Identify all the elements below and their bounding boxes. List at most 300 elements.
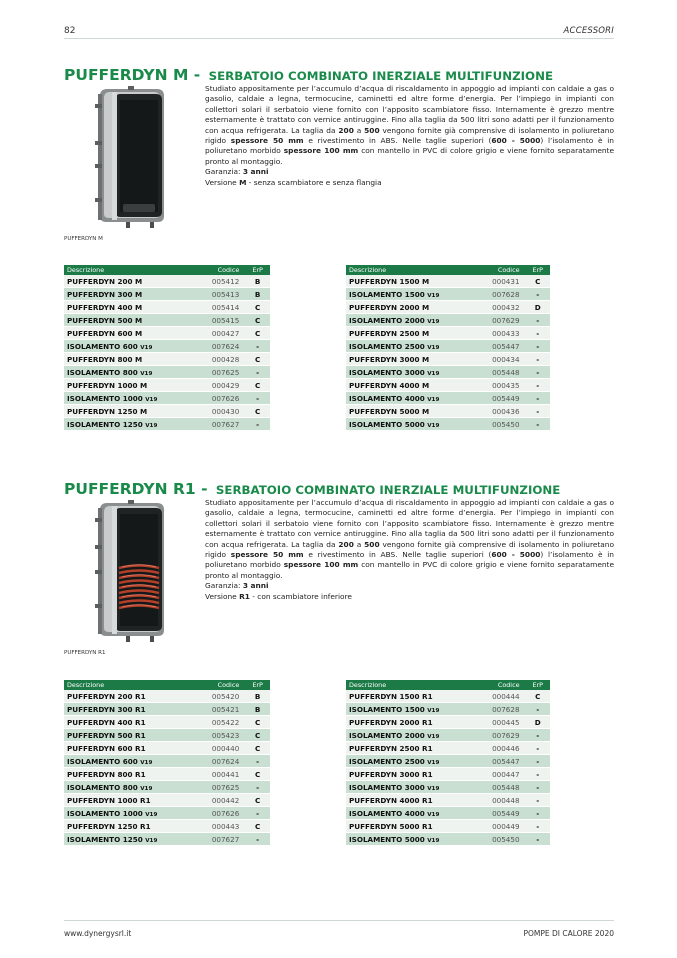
product-name: ISOLAMENTO 1500 <box>349 704 425 714</box>
version-code: M <box>239 177 247 187</box>
description-paragraph <box>205 498 614 581</box>
cell-codice: 005415 <box>196 314 245 327</box>
cell-codice: 000434 <box>477 353 526 366</box>
product-name: ISOLAMENTO 4000 <box>349 393 425 403</box>
table-header-row <box>346 680 550 690</box>
cell-descrizione <box>346 755 477 768</box>
cell-codice: 005421 <box>196 703 245 716</box>
cell-erp: - <box>526 340 550 353</box>
cell-descrizione <box>346 314 477 327</box>
product-name: ISOLAMENTO 600 <box>67 341 138 351</box>
version-line <box>205 178 614 188</box>
cell-erp: C <box>245 379 270 392</box>
cell-erp: - <box>245 418 270 431</box>
table-row <box>64 379 270 392</box>
product-name: ISOLAMENTO 1500 <box>349 289 425 299</box>
cell-codice: 000445 <box>477 716 526 729</box>
table-row <box>346 301 550 314</box>
cell-descrizione <box>64 820 196 833</box>
cell-descrizione <box>64 353 196 366</box>
desc-text: con mantello in PVC di colore grigio e viene fornito separatamente pronto al montaggio. <box>205 560 614 580</box>
page-number: 82 <box>64 26 76 36</box>
col-header-erp: ErP <box>526 265 550 275</box>
table-row <box>64 405 270 418</box>
version-tag: V19 <box>427 759 440 766</box>
cell-codice: 000449 <box>477 820 526 833</box>
cell-codice: 007627 <box>196 418 245 431</box>
col-header-codice: Codice <box>196 265 245 275</box>
cell-descrizione <box>64 703 196 716</box>
table-row <box>346 327 550 340</box>
cell-codice: 000440 <box>196 742 245 755</box>
cell-descrizione <box>64 340 196 353</box>
product-table-left <box>64 680 270 846</box>
product-name: ISOLAMENTO 1250 <box>67 419 143 429</box>
version-tag: V19 <box>145 811 158 818</box>
product-name: PUFFERDYN 500 R1 <box>67 730 146 740</box>
cell-codice: 000429 <box>196 379 245 392</box>
cell-erp: - <box>526 781 550 794</box>
cell-erp: - <box>526 768 550 781</box>
cell-erp: C <box>245 820 270 833</box>
desc-bold: spessore 50 mm <box>230 136 304 146</box>
table-row <box>64 366 270 379</box>
cell-erp: C <box>245 768 270 781</box>
product-description <box>205 84 614 188</box>
version-line <box>205 592 614 602</box>
product-name: ISOLAMENTO 800 <box>67 367 138 377</box>
product-name: PUFFERDYN 1250 R1 <box>67 821 151 831</box>
cell-erp: C <box>245 742 270 755</box>
version-tag: V19 <box>427 370 440 377</box>
cell-erp: B <box>245 690 270 703</box>
product-name: ISOLAMENTO 3000 <box>349 782 425 792</box>
cell-descrizione <box>346 301 477 314</box>
version-tag: V19 <box>145 422 158 429</box>
table-row <box>346 703 550 716</box>
cell-descrizione <box>64 768 196 781</box>
title-subtitle: SERBATOIO COMBINATO INERZIALE MULTIFUNZIONE <box>208 69 554 83</box>
product-table-right <box>346 265 550 431</box>
cell-descrizione <box>346 340 477 353</box>
cell-erp: C <box>245 405 270 418</box>
version-code: R1 <box>239 591 250 601</box>
product-name: ISOLAMENTO 3000 <box>349 367 425 377</box>
version-tag: V19 <box>427 422 440 429</box>
description-paragraph <box>205 84 614 167</box>
version-tag: V19 <box>145 396 158 403</box>
tank-cutaway-icon <box>92 86 172 228</box>
table-row <box>64 340 270 353</box>
table-row <box>64 418 270 431</box>
table-row <box>346 781 550 794</box>
table-row <box>64 690 270 703</box>
cell-erp: - <box>245 833 270 846</box>
version-tag: V19 <box>140 344 153 351</box>
product-name: PUFFERDYN 4000 R1 <box>349 795 433 805</box>
col-header-descrizione: Descrizione <box>346 680 477 690</box>
version-tag: V19 <box>427 733 440 740</box>
col-header-codice: Codice <box>477 265 526 275</box>
version-tag: V19 <box>140 785 153 792</box>
cell-codice: 005414 <box>196 301 245 314</box>
table-row <box>346 833 550 846</box>
cell-descrizione <box>64 275 196 288</box>
table-row <box>64 327 270 340</box>
table-row <box>346 405 550 418</box>
cell-codice: 005413 <box>196 288 245 301</box>
product-name: PUFFERDYN 1500 M <box>349 276 430 286</box>
cell-descrizione <box>346 418 477 431</box>
cell-codice: 005412 <box>196 275 245 288</box>
desc-bold: 600 - 5000 <box>491 136 541 146</box>
cell-erp: - <box>245 392 270 405</box>
table-row <box>346 768 550 781</box>
cell-descrizione <box>346 392 477 405</box>
warranty-line <box>205 581 614 591</box>
footer-website[interactable]: www.dynergysrl.it <box>64 929 132 938</box>
table-row <box>64 275 270 288</box>
cell-erp: - <box>526 379 550 392</box>
product-name: PUFFERDYN 2000 M <box>349 302 430 312</box>
table-row <box>64 833 270 846</box>
product-name: PUFFERDYN 800 R1 <box>67 769 146 779</box>
cell-codice: 007625 <box>196 781 245 794</box>
product-name: PUFFERDYN 3000 M <box>349 354 430 364</box>
cell-erp: - <box>526 405 550 418</box>
desc-text: con mantello in PVC di colore grigio e viene fornito separatamente pronto al montaggio. <box>205 146 614 166</box>
table-row <box>64 729 270 742</box>
table-row <box>346 755 550 768</box>
warranty-label: Garanzia: <box>205 167 243 177</box>
product-name: PUFFERDYN 2500 M <box>349 328 430 338</box>
cell-descrizione <box>64 392 196 405</box>
table-row <box>64 768 270 781</box>
table-row <box>346 366 550 379</box>
desc-text: ) l’isolamento è in poliuretano morbido <box>205 136 614 156</box>
warranty-value: 3 anni <box>242 581 269 591</box>
cell-codice: 000441 <box>196 768 245 781</box>
product-name: PUFFERDYN 200 M <box>67 276 143 286</box>
col-header-erp: ErP <box>245 265 270 275</box>
desc-bold: 200 <box>338 125 354 135</box>
cell-descrizione <box>64 366 196 379</box>
table-row <box>346 742 550 755</box>
product-name: PUFFERDYN 5000 R1 <box>349 821 433 831</box>
col-header-erp: ErP <box>245 680 270 690</box>
cell-codice: 000443 <box>196 820 245 833</box>
cell-descrizione <box>346 353 477 366</box>
table-header-row <box>64 680 270 690</box>
col-header-descrizione: Descrizione <box>64 680 196 690</box>
version-tag: V19 <box>427 292 440 299</box>
product-table-left <box>64 265 270 431</box>
cell-descrizione <box>64 716 196 729</box>
cell-codice: 000447 <box>477 768 526 781</box>
product-name: PUFFERDYN 1250 M <box>67 406 148 416</box>
image-caption: PUFFERDYN R1 <box>64 650 106 656</box>
table-row <box>64 314 270 327</box>
product-name: PUFFERDYN 500 M <box>67 315 143 325</box>
tank-cutaway-coil-icon <box>92 500 172 642</box>
product-section-m <box>64 62 614 429</box>
cell-codice: 005420 <box>196 690 245 703</box>
product-name: PUFFERDYN 400 M <box>67 302 143 312</box>
version-tag: V19 <box>427 707 440 714</box>
version-tag: V19 <box>427 785 440 792</box>
desc-bold: spessore 100 mm <box>283 146 359 156</box>
cell-descrizione <box>346 405 477 418</box>
cell-descrizione <box>64 807 196 820</box>
cell-codice: 005449 <box>477 392 526 405</box>
version-tag: V19 <box>427 396 440 403</box>
table-row <box>64 392 270 405</box>
product-name: PUFFERDYN 3000 R1 <box>349 769 433 779</box>
version-tag: V19 <box>427 318 440 325</box>
table-row <box>346 418 550 431</box>
cell-codice: 005423 <box>196 729 245 742</box>
product-name: PUFFERDYN 800 M <box>67 354 143 364</box>
product-name: ISOLAMENTO 5000 <box>349 419 425 429</box>
table-row <box>346 353 550 366</box>
desc-text: vengono fornite già comprensive di isolamento in poliuretano rigido <box>205 125 614 146</box>
cell-erp: - <box>245 340 270 353</box>
product-name: ISOLAMENTO 600 <box>67 756 138 766</box>
table-row <box>64 353 270 366</box>
product-name: PUFFERDYN 1000 M <box>67 380 148 390</box>
cell-descrizione <box>346 729 477 742</box>
table-row <box>346 716 550 729</box>
table-row <box>64 794 270 807</box>
desc-text: a <box>353 539 365 549</box>
cell-erp: C <box>245 327 270 340</box>
desc-text: a <box>353 125 365 135</box>
cell-erp: - <box>526 288 550 301</box>
product-name: ISOLAMENTO 1000 <box>67 808 143 818</box>
cell-erp: D <box>526 716 550 729</box>
cell-descrizione <box>346 690 477 703</box>
cell-descrizione <box>346 327 477 340</box>
table-row <box>64 755 270 768</box>
cell-erp: - <box>526 755 550 768</box>
cell-descrizione <box>64 288 196 301</box>
cell-codice: 000436 <box>477 405 526 418</box>
cell-erp: - <box>526 703 550 716</box>
cell-descrizione <box>346 781 477 794</box>
cell-descrizione <box>64 327 196 340</box>
product-description <box>205 498 614 602</box>
table-row <box>346 729 550 742</box>
table-row <box>346 379 550 392</box>
cell-codice: 000446 <box>477 742 526 755</box>
desc-bold: spessore 100 mm <box>283 560 359 570</box>
cell-descrizione <box>64 742 196 755</box>
desc-text: ) l’isolamento è in poliuretano morbido <box>205 550 614 570</box>
product-name: PUFFERDYN 5000 M <box>349 406 430 416</box>
product-name: PUFFERDYN 2500 R1 <box>349 743 433 753</box>
table-row <box>346 275 550 288</box>
cell-codice: 007625 <box>196 366 245 379</box>
table-header-row <box>346 265 550 275</box>
version-text: - con scambiatore inferiore <box>249 591 352 601</box>
cell-codice: 007626 <box>196 807 245 820</box>
table-row <box>346 314 550 327</box>
version-label: Versione <box>205 591 240 601</box>
cell-descrizione <box>346 275 477 288</box>
cell-erp: - <box>245 366 270 379</box>
desc-text: e rivestimento in ABS. Nelle taglie superiori ( <box>303 136 492 146</box>
cell-descrizione <box>64 781 196 794</box>
cell-erp: - <box>526 729 550 742</box>
cell-codice: 007628 <box>477 703 526 716</box>
cell-descrizione <box>64 405 196 418</box>
cell-codice: 005450 <box>477 418 526 431</box>
section-title <box>64 62 614 82</box>
section-label: ACCESSORI <box>563 26 614 36</box>
cell-erp: - <box>526 314 550 327</box>
cell-erp: C <box>245 353 270 366</box>
cell-codice: 000442 <box>196 794 245 807</box>
cell-codice: 007629 <box>477 314 526 327</box>
product-name: ISOLAMENTO 4000 <box>349 808 425 818</box>
table-row <box>346 340 550 353</box>
cell-descrizione <box>64 833 196 846</box>
version-tag: V19 <box>140 370 153 377</box>
product-name: PUFFERDYN 600 M <box>67 328 143 338</box>
cell-codice: 005422 <box>196 716 245 729</box>
table-row <box>64 716 270 729</box>
cell-erp: C <box>526 690 550 703</box>
warranty-label: Garanzia: <box>205 581 243 591</box>
cell-codice: 005447 <box>477 340 526 353</box>
cell-erp: - <box>526 418 550 431</box>
version-tag: V19 <box>427 811 440 818</box>
table-row <box>346 820 550 833</box>
title-subtitle: SERBATOIO COMBINATO INERZIALE MULTIFUNZIONE <box>215 483 561 497</box>
cell-codice: 007628 <box>477 288 526 301</box>
product-section-r1 <box>64 476 614 844</box>
cell-erp: C <box>245 314 270 327</box>
image-caption: PUFFERDYN M <box>64 236 103 242</box>
cell-descrizione <box>64 418 196 431</box>
cell-descrizione <box>64 314 196 327</box>
version-label: Versione <box>205 177 240 187</box>
product-name: PUFFERDYN 400 R1 <box>67 717 146 727</box>
product-name: PUFFERDYN 600 R1 <box>67 743 146 753</box>
col-header-descrizione: Descrizione <box>64 265 196 275</box>
product-name: ISOLAMENTO 2500 <box>349 756 425 766</box>
table-row <box>346 807 550 820</box>
cell-erp: - <box>526 392 550 405</box>
cell-erp: - <box>245 781 270 794</box>
cell-erp: C <box>245 794 270 807</box>
cell-erp: - <box>245 755 270 768</box>
product-name: ISOLAMENTO 5000 <box>349 834 425 844</box>
cell-descrizione <box>346 768 477 781</box>
cell-codice: 007624 <box>196 755 245 768</box>
cell-descrizione <box>64 301 196 314</box>
cell-descrizione <box>346 379 477 392</box>
cell-codice: 007624 <box>196 340 245 353</box>
product-name: ISOLAMENTO 2000 <box>349 315 425 325</box>
section-title <box>64 476 614 496</box>
table-row <box>64 288 270 301</box>
cell-descrizione <box>64 690 196 703</box>
desc-bold: 200 <box>338 539 354 549</box>
desc-text: Studiato appositamente per l’accumulo d’acqua di riscaldamento in appoggio ad impianti con caldaie a gas o gasolio, caldaie a legna, termocucine, caminetti ed altre forme d’energia. Per l’impiego in impianti con collettori solari il serbatoio viene fornito con l’apposito scambiatore fisso. Internamente è grezzo mentre esternamente è trattato con vernice antiruggine. Fino alla taglia da 500 litri sono adatti per il funzionamento con acqua refrigerata. La taglia da <box>205 498 614 549</box>
table-row <box>346 288 550 301</box>
cell-codice: 000435 <box>477 379 526 392</box>
desc-bold: 500 <box>364 125 380 135</box>
cell-erp: - <box>245 807 270 820</box>
header-divider <box>64 38 614 39</box>
cell-codice: 005450 <box>477 833 526 846</box>
desc-text: Studiato appositamente per l’accumulo d’acqua di riscaldamento in appoggio ad impianti con caldaie a gas o gasolio, caldaie a legna, termocucine, caminetti ed altre forme d’energia. Per l’impiego in impianti con collettori solari il serbatoio viene fornito con l’apposito scambiatore fisso. Internamente è grezzo mentre esternamente è trattato con vernice antiruggine. Fino alla taglia da 500 litri sono adatti per il funzionamento con acqua refrigerata. La taglia da <box>205 84 614 135</box>
cell-descrizione <box>346 703 477 716</box>
table-row <box>346 690 550 703</box>
table-row <box>64 820 270 833</box>
cell-codice: 000430 <box>196 405 245 418</box>
cell-codice: 007627 <box>196 833 245 846</box>
title-name: PUFFERDYN R1 - <box>64 480 208 498</box>
cell-codice: 000428 <box>196 353 245 366</box>
cell-codice: 007629 <box>477 729 526 742</box>
cell-descrizione <box>346 742 477 755</box>
product-name: ISOLAMENTO 2000 <box>349 730 425 740</box>
footer-catalog: POMPE DI CALORE 2020 <box>523 929 614 938</box>
cell-descrizione <box>346 716 477 729</box>
product-name: ISOLAMENTO 2500 <box>349 341 425 351</box>
title-name: PUFFERDYN M - <box>64 66 201 84</box>
cell-erp: C <box>526 275 550 288</box>
cell-codice: 005447 <box>477 755 526 768</box>
desc-bold: 600 - 5000 <box>491 550 541 560</box>
cell-descrizione <box>64 729 196 742</box>
cell-erp: - <box>526 327 550 340</box>
cell-erp: - <box>526 353 550 366</box>
cell-erp: - <box>526 794 550 807</box>
product-name: PUFFERDYN 200 R1 <box>67 691 146 701</box>
cell-codice: 000432 <box>477 301 526 314</box>
table-row <box>346 794 550 807</box>
version-tag: V19 <box>427 837 440 844</box>
col-header-codice: Codice <box>196 680 245 690</box>
product-name: PUFFERDYN 1500 R1 <box>349 691 433 701</box>
product-name: ISOLAMENTO 1250 <box>67 834 143 844</box>
cell-erp: C <box>245 301 270 314</box>
version-tag: V19 <box>140 759 153 766</box>
cell-descrizione <box>346 366 477 379</box>
cell-descrizione <box>346 288 477 301</box>
cell-erp: D <box>526 301 550 314</box>
product-table-right <box>346 680 550 846</box>
cell-descrizione <box>346 794 477 807</box>
cell-descrizione <box>64 379 196 392</box>
table-row <box>64 703 270 716</box>
table-row <box>64 781 270 794</box>
cell-erp: - <box>526 366 550 379</box>
desc-text: e rivestimento in ABS. Nelle taglie superiori ( <box>303 550 492 560</box>
product-name: ISOLAMENTO 800 <box>67 782 138 792</box>
product-name: PUFFERDYN 300 R1 <box>67 704 146 714</box>
cell-descrizione <box>64 755 196 768</box>
cell-erp: C <box>245 729 270 742</box>
cell-erp: C <box>245 716 270 729</box>
warranty-line <box>205 167 614 177</box>
cell-codice: 005449 <box>477 807 526 820</box>
cell-codice: 005448 <box>477 781 526 794</box>
col-header-erp: ErP <box>526 680 550 690</box>
